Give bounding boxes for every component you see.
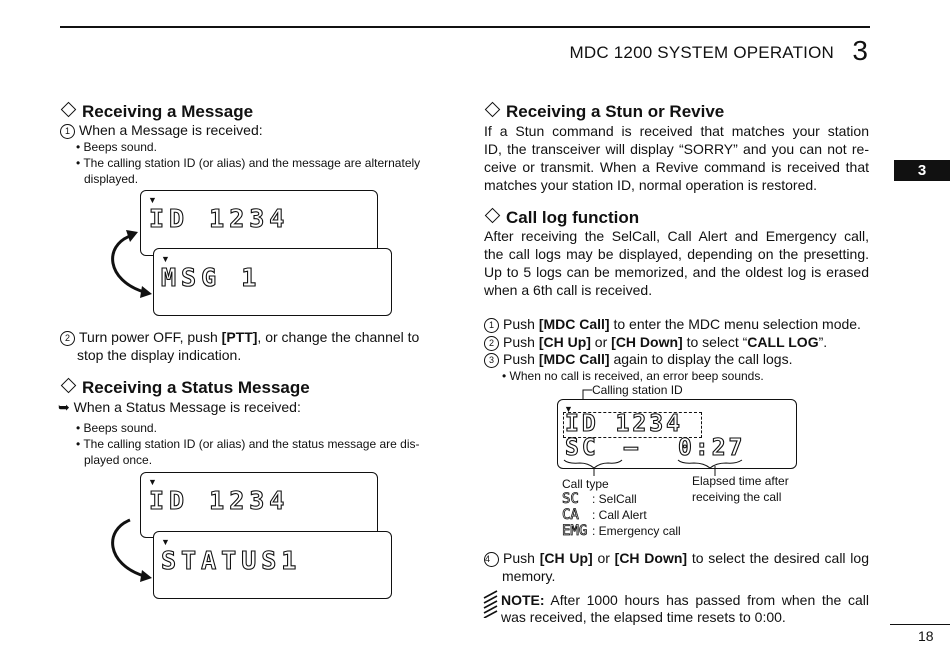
lcd-text-id: ID 1234 xyxy=(149,204,290,233)
footer-rule xyxy=(890,624,950,625)
calllog-step-3-bullet: • When no call is received, an error beep sounds. xyxy=(502,369,764,383)
page-number: 18 xyxy=(918,628,934,644)
calllog-paragraph: After receiving the SelCall, Call Alert and Emergency call, the call logs may be displayed, depending on the presetting. Up to 5 logs can be memorized, and the oldest log is erased when a 6th call is received. xyxy=(484,228,869,298)
note-icon xyxy=(483,590,499,618)
calllog-step-1: 1 Push [MDC Call] to enter the MDC menu selection mode. xyxy=(484,315,861,333)
antenna-icon: ▼ xyxy=(161,537,170,547)
label-elapsed-2: receiving the call xyxy=(692,490,782,504)
stun-paragraph: If a Stun command is received that matches your station ID, the transceiver will display “SORRY” and you can not re- ceive or transmit. When a Revive command is received that matches your station ID, normal operation is restored. xyxy=(484,123,869,193)
call-type-call-alert: CA : Call Alert xyxy=(562,507,647,523)
lcd-text-call-dash: – xyxy=(624,435,641,461)
single-arrow-icon xyxy=(104,512,154,584)
lcd-text-msg: MSG 1 xyxy=(161,263,262,292)
seg-code-sc: SC xyxy=(562,491,579,507)
call-type-emergency: EMG : Emergency call xyxy=(562,523,681,539)
arrow-icon: ➥ xyxy=(58,399,70,415)
label-call-type: Call type xyxy=(562,477,609,491)
lcd-display-id-2 xyxy=(140,472,378,538)
msg-step-2-line2: stop the display indication. xyxy=(77,347,242,363)
msg-bullet-1: • Beeps sound. xyxy=(76,140,157,154)
call-type-selcall: SC : SelCall xyxy=(562,491,637,507)
header-rule xyxy=(60,26,870,28)
antenna-icon: ▼ xyxy=(564,404,573,414)
label-calling-station-id: Calling station ID xyxy=(592,383,683,397)
calllog-step-4: 4 Push [CH Up] or [CH Down] to select the desired call log xyxy=(485,550,869,566)
heading-call-log: Call log function xyxy=(484,208,639,228)
lcd-display-status xyxy=(153,531,392,599)
msg-bullet-2b: displayed. xyxy=(84,172,139,186)
label-elapsed-1: Elapsed time after xyxy=(692,474,789,488)
heading-receiving-status: Receiving a Status Message xyxy=(60,378,310,398)
diamond-icon xyxy=(485,208,501,224)
msg-bullet-2a: • The calling station ID (or alias) and the message are alternately xyxy=(76,156,421,170)
lcd-text-id-2: ID 1234 xyxy=(149,486,290,515)
lcd-display-msg xyxy=(153,248,392,316)
chapter-number: 3 xyxy=(852,35,868,66)
section-title: MDC 1200 SYSTEM OPERATION xyxy=(569,43,834,62)
seg-code-emg: EMG xyxy=(562,523,588,539)
status-bullet-2b: played once. xyxy=(84,453,153,467)
diamond-icon xyxy=(485,102,501,118)
status-bullet-1: • Beeps sound. xyxy=(76,421,157,435)
lcd-text-call-type: SC xyxy=(565,435,599,461)
lcd-text-call-id: ID 1234 xyxy=(565,411,683,437)
alternate-arrow-icon xyxy=(104,228,154,300)
antenna-icon: ▼ xyxy=(161,254,170,264)
seg-code-ca: CA xyxy=(562,507,579,523)
antenna-icon: ▼ xyxy=(148,195,157,205)
msg-step-2: 2 Turn power OFF, push [PTT], or change the channel to xyxy=(60,328,444,346)
diamond-icon xyxy=(61,378,77,394)
msg-step-1: 1 When a Message is received: xyxy=(60,121,263,139)
lcd-display-id xyxy=(140,190,378,256)
diamond-icon xyxy=(61,102,77,118)
note-line-2: was received, the elapsed time resets to 0:00. xyxy=(501,609,786,625)
heading-receiving-message: Receiving a Message xyxy=(60,102,253,122)
status-intro: ➥ When a Status Message is received: xyxy=(58,399,301,415)
calllog-step-4-line2: memory. xyxy=(502,568,556,584)
status-bullet-2a: • The calling station ID (or alias) and the status message are dis- xyxy=(76,437,420,451)
chapter-tab: 3 xyxy=(894,160,950,181)
lcd-text-status: STATUS1 xyxy=(161,546,302,575)
antenna-icon: ▼ xyxy=(148,477,157,487)
lcd-text-elapsed-time: 0:27 xyxy=(678,435,746,461)
calllog-step-3: 3 Push [MDC Call] again to display the call logs. xyxy=(484,350,792,368)
note-line-1: NOTE: After 1000 hours has passed from when the call xyxy=(501,592,869,608)
calllog-step-2: 2 Push [CH Up] or [CH Down] to select “CALL LOG”. xyxy=(484,333,827,351)
heading-stun-revive: Receiving a Stun or Revive xyxy=(484,102,724,122)
